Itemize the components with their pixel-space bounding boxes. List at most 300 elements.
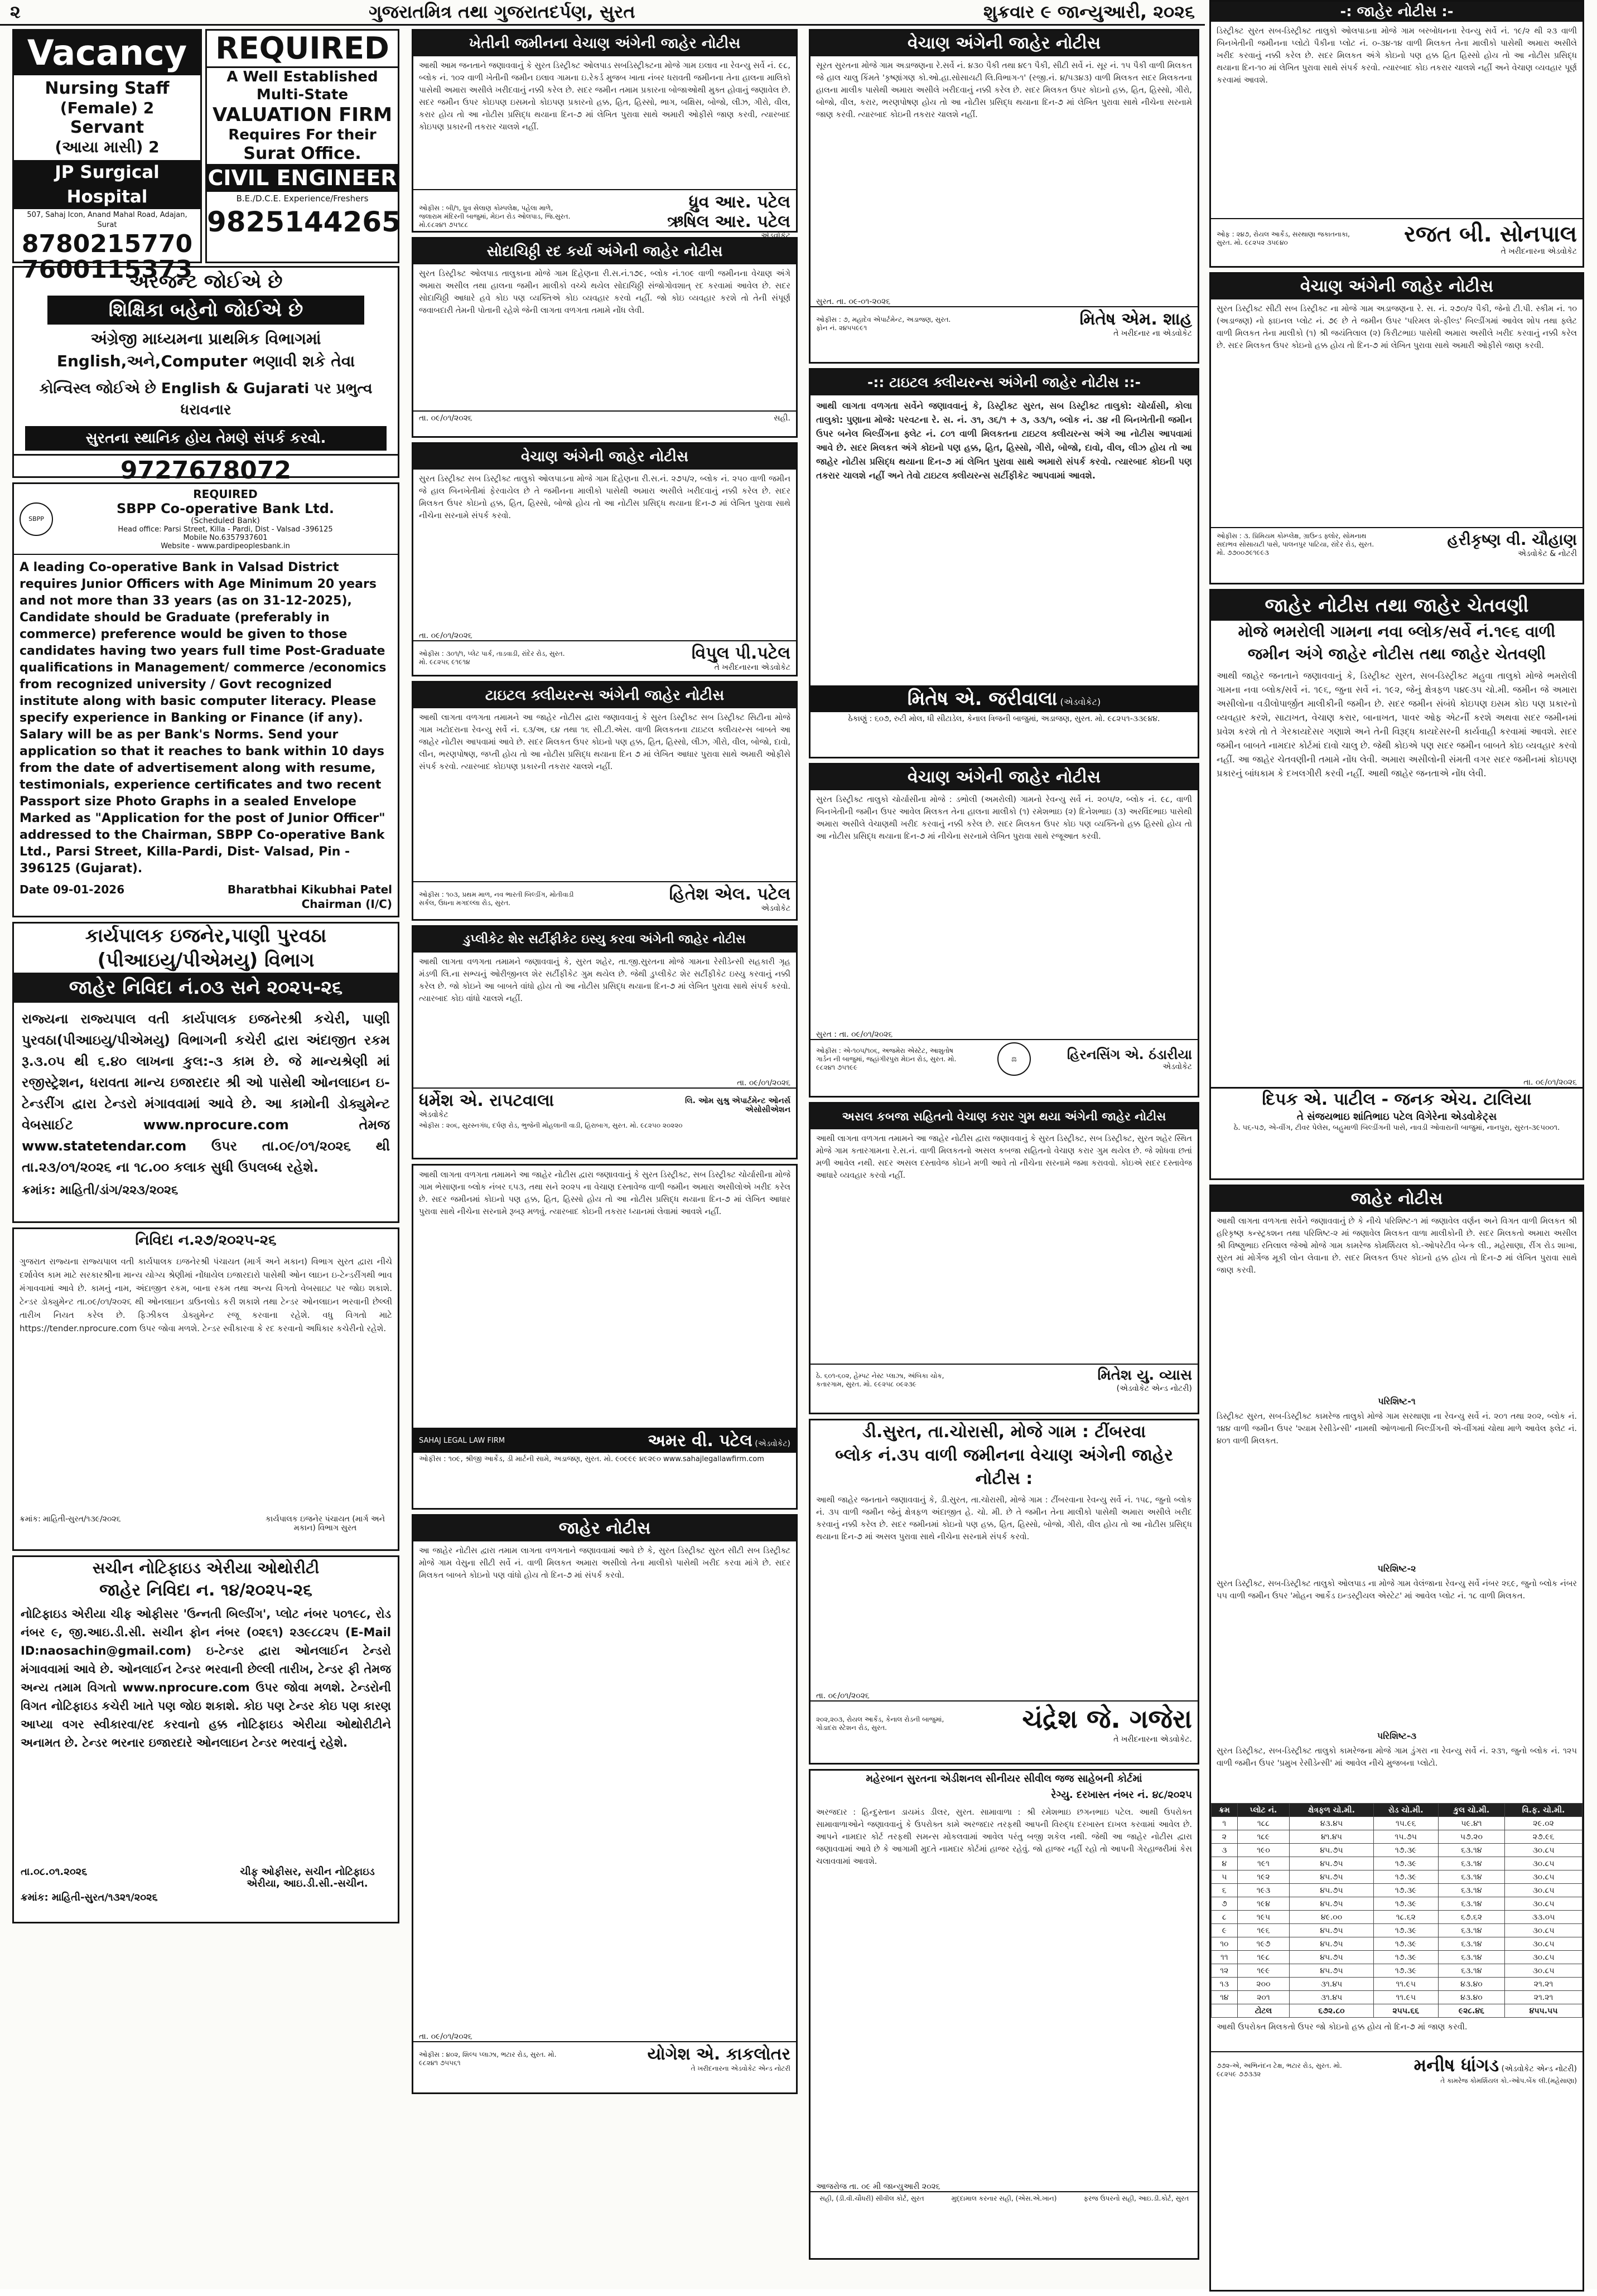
advocate-role: (એડવોકેટ એન્ડ નોટરી)	[1501, 2065, 1577, 2073]
bank-date: Date 09-01-2026	[20, 883, 125, 896]
notice-text: સૂરત સુરતના મોજે ગામ અડાજણના રે.સર્વે નં. ૪૩૦ પૈકી તથા ૪૯૧ પૈકી, સીટી સર્વે નં. સૂર નં. ૧૫ પૈકી વાળી મિલકત જે હાલ ચાલુ કિંમતે 'કૃષ્ણાંગણ કો.ઓ.હા.સોસાયટી લિ.વિભાગ-૧' (રજી.નં. ૪/૫૩૪૩) વાળી મિલકત સદર મિલકતના હાલના માલીક પાસેથી અમારા અસીલે ખરીદવાનું નક્કી કરેલ છે. સદર મિલકત ઉપર કોઇનો હક્ક, હિત, હિસ્સો, ગીરો, બોજો, વીલ, કરાર, ભરણપોષણ હોય તો આ નોટીસ પ્રસિદ્ધ થયાના દિન-૭ માં લેખિત પુરાવા સાથે નીચેના સરનામે જાણ કરવી. ત્યારબાદ કોઇની તકરાર ચાલશે નહીં.	[816, 61, 1192, 119]
notice-title: અસલ કબજા સહિતનો વેચાણ કરાર ગુમ થયા અંગેની જાહેર નોટીસ	[810, 1104, 1198, 1129]
table-cell: ૩૦.૮૫	[1505, 1857, 1582, 1870]
table-cell: ૨૧.૨૧	[1505, 1991, 1582, 2004]
bank-signatory: Bharatbhai Kikubhai Patel	[227, 883, 392, 896]
notice-title: ખેતીની જમીનના વેચાણ અંગેની જાહેર નોટીસ	[413, 31, 796, 56]
vacancy-org: JP Surgical Hospital	[14, 160, 200, 209]
bank-mobile: Mobile No.6357937601	[183, 534, 268, 542]
table-cell: ૧૫.૯૬	[1373, 1817, 1438, 1830]
tender-3-code: ક્રમાંક: માહિતી-સુરત/૧૩૨૧/૨૦૨૬	[21, 1892, 158, 1903]
notice-sale-3	[809, 29, 1199, 364]
table-row	[1212, 1911, 1582, 1924]
vacancy-ad	[12, 29, 202, 284]
notice-address: ઓફીસ : ૩૦૧/૧, પ્લેટ પાર્ક, તાડવાડી, રાંદેર રોડ, સુરત. મો. ૯૮૨૫૬ ૯૧૯૧૪	[419, 649, 565, 666]
advocate-name: મિતેષ એ. જરીવાલા	[907, 688, 1058, 710]
table-cell: ૧૯૭	[1237, 1937, 1290, 1951]
advocate-role: તે ખરીદનારના એડવોકેટ	[714, 663, 790, 672]
table-cell: ૧૯૫	[1237, 1911, 1290, 1924]
table-cell: ૬૩.૧૪	[1438, 1951, 1504, 1964]
notice-title: ડી.સુરત, તા.ચોરાસી, મોજે ગામ : ટીંબરવા	[862, 1422, 1146, 1442]
notice-title-clearance-2	[809, 368, 1199, 758]
table-cell: ૬૩.૧૪	[1438, 1884, 1504, 1897]
teacher-ad	[12, 266, 399, 485]
notice-subtitle: બ્લોક નં.૩૫ વાળી જમીનના વેચાણ અંગેની જાહેર નોટીસ :	[835, 1446, 1173, 1488]
teacher-urgent: અરજન્ટ જોઈએ છે	[129, 270, 283, 293]
table-cell: ૧૭.૩૯	[1373, 1857, 1438, 1870]
notice-cancel-deal	[412, 237, 798, 438]
notice-title: ટાઇટલ ક્લીયરન્સ અંગેની જાહેર નોટીસ	[413, 683, 796, 708]
table-cell: ૩૦.૮૫	[1505, 1964, 1582, 1978]
table-cell: ૧૭.૩૯	[1373, 1937, 1438, 1951]
advocate-role: (એડવોકેટ)	[755, 1439, 790, 1448]
notice-land-sale	[412, 29, 798, 240]
table-cell: ૧૭.૩૯	[1373, 1951, 1438, 1964]
page-number: ૨	[10, 1, 21, 22]
advocate-role: એડવોકેટ & નોટરી	[1518, 549, 1577, 558]
table-cell: ૪૫.૭૫	[1290, 1870, 1374, 1884]
notice-timbarva	[809, 1419, 1199, 1765]
tender-1-text: રાજ્યના રાજ્યપાલ વતી કાર્યપાલક ઇજનેરશ્રી કચેરી, પાણી પુરવઠા(પીઆઇયુ/પીએમયુ) વિભાગની કચેરી દ્વારા અંદાજીત રકમ રૂ.૩.૦૫ થી ૬.૪૦ લાખના કુલ:-૩ કામ છે. જે માન્યશ્રેણી માં રજીસ્ટ્રેશન, ધરાવતા માન્ય ઇજારદાર શ્રી ઓ પાસેથી ઓનલાઇન ઇ-ટેન્ડરીંગ દ્વારા ટેન્ડરો મંગાવવામાં આવે છે. આ કામોની ડોક્યુમેન્ટ વેબસાઈટ www.nprocure.com તેમજ www.statetendar.com ઉપર તા.૦૯/૦૧/૨૦૨૬ થી તા.૨૩/૦૧/૨૦૨૬ ના ૧૮.૦૦ કલાક સુધી ઉપલબ્ધ રહેશે.	[22, 1011, 390, 1175]
table-cell: ૬૩.૧૪	[1438, 1857, 1504, 1870]
table-cell: ૧૭.૩૯	[1373, 1897, 1438, 1911]
vacancy-address: 507, Sahaj Icon, Anand Mahal Road, Adajan, Surat	[27, 211, 187, 229]
table-cell: ૩૦.૮૫	[1505, 1870, 1582, 1884]
notice-title: જાહેર નોટીસ તથા જાહેર ચેતવણી	[1211, 591, 1582, 621]
table-cell: ૪૫.૭૫	[1290, 1897, 1374, 1911]
table-row	[1212, 1937, 1582, 1951]
vacancy-line: Nursing Staff	[45, 79, 170, 98]
notice-address: ૨૦૨,૨૦૩, રોયલ આર્કેડ, કેનાલ રોડની બાજુમાં, ગોડાદરા સ્ટેશન રોડ, સુરત.	[816, 1715, 944, 1732]
table-cell: ટોટલ	[1237, 2004, 1290, 2018]
table-cell: ૬૩.૧૪	[1438, 1844, 1504, 1857]
tender-3-title: સચીન નોટિફાઇડ એરીયા ઓથોરીટી	[92, 1559, 320, 1577]
advocate-role: એડવોકેટ	[419, 1110, 448, 1119]
table-cell: ૨૯.૦૨	[1505, 1817, 1582, 1830]
notice-text: આ જાહેર નોટીસ દ્વારા તમામ લાગતા વળગતાને જણાવવામાં આવે છે કે, સુરત ડિસ્ટ્રીક્ટ સુરત સીટી સબ ડિસ્ટ્રીક્ટ મોજે ગામ વેસુના સીટી સર્વે નં. વાળી મિલકત અમારા અસીલો તેના માલીકો પાસેથી ખરીદ કરવા માંગે છે. સદર મિલકત બાબતે કોઇનો પણ વાંધો હોય તો દિન-૭ માં સંપર્ક કરવો.	[419, 1546, 790, 1580]
required-line: VALUATION FIRM	[213, 104, 392, 126]
table-cell: ૧૭.૩૯	[1373, 1964, 1438, 1978]
notice-text: સુરત ડિસ્ટ્રીક્ટ ઓલપાડ તાલુકાના મોજે ગામ દિહેણના રી.સ.નં.૧૭૯, બ્લોક નં.૧૦૯ વાળી જમીનના વેચાણ અંગે અમારા અસીલ તથા હાલના જમીન માલીકો વચ્ચે થયેલ સોદાચિઠ્ઠી સંજોગોવશાત્ રદ કરવામાં આવેલ છે. સદર સોદાચિઠ્ઠી આધારે હવે કોઇ પણ વ્યક્તિએ કોઇ વ્યવહાર કરવો નહીં. જો કોઇ વ્યવહાર કરશે તો તેની સંપૂર્ણ જવાબદારી તેમની પોતાની રહેશે જેની લાગતા વળગતા તમામે નોંધ લેવી.	[419, 269, 790, 315]
schedule-label: પરિશિષ્ટ-૧	[1378, 1396, 1416, 1406]
table-row	[1212, 1857, 1582, 1870]
table-header-cell: ક્ષેત્રફળ ચો.મી.	[1290, 1804, 1374, 1817]
notice-text: આથી જાહેર જનતાને જણાવવાનું કે, ડી.સુરત, તા.ચોરાસી, મોજે ગામ : ટીંબરવાના રેવન્યુ સર્વે નં. ૧૫૮, જુનો બ્લોક નં. ૩૫ વાળી જમીન જેનું ક્ષેત્રફળ અંદાજીત હે. ચો. મી. છે તે જમીન તેના માલીકો પાસેથી અમારા અસીલે ખરીદ કરવાનું નક્કી કરેલ છે. સદર જમીનમાં કોઇનો પણ હક્ક, હિત, હિસ્સો, બોજો, ગીરો, વીલ હોય તો આ નોટીસ પ્રસિદ્ધ થયાના દિન-૭ માં અસલ પુરાવા સાથે નીચેના સરનામે સંપર્ક કરવો.	[816, 1496, 1192, 1541]
notice-lost-agreement	[809, 1102, 1199, 1414]
table-header-cell: ક્રમ	[1212, 1804, 1238, 1817]
notice-title: વેચાણ અંગેની જાહેર નોટીસ	[810, 31, 1198, 56]
advocate-role: (એડવોકેટ એન્ડ નોટરી)	[1116, 1384, 1192, 1393]
column-3	[809, 29, 1199, 2264]
table-row	[1212, 1817, 1582, 1830]
notice-address: ઠે. ૫૬-૫૭, એ-વીંગ, ટીવર પેલેસ, બહુમાળી બિલ્ડીંગની પાસે, નાવડી ઓવારાની બાજુમાં, નાનપુરા, સુરત-૩૯૫૦૦૧.	[1233, 1124, 1560, 1132]
table-cell: ૯	[1212, 1924, 1238, 1937]
tender-1-code: ક્રમાંક: માહિતી/ડાંગ/૨૨૩/૨૦૨૬	[22, 1183, 178, 1197]
bank-required: REQUIRED	[193, 487, 258, 501]
schedule-label: પરિશિષ્ટ-૩	[1377, 1731, 1417, 1741]
teacher-contact-text: સુરતના સ્થાનિક હોય તેમણે સંપર્ક કરવો.	[25, 426, 387, 451]
advocate-name: મિતેશ યુ. વ્યાસ	[1097, 1367, 1192, 1384]
table-cell: ૧૧.૯૫	[1373, 1991, 1438, 2004]
court-title: મહેરબાન સુરતના એડીશનલ સીનીયર સીવીલ જજ સાહેબની કોર્ટમાં	[866, 1773, 1142, 1785]
table-cell: ૯૨૮.૪૬	[1438, 2004, 1504, 2018]
table-cell: ૧૯૮	[1237, 1951, 1290, 1964]
table-cell: ૧૩	[1212, 1978, 1238, 1991]
notice-warning	[1209, 589, 1584, 1180]
bank-name: SBPP Co-operative Bank Ltd.	[116, 501, 335, 516]
tender-3-number: જાહેર નિવિદા ન. ૧૪/૨૦૨૫-૨૬	[99, 1580, 312, 1600]
table-row	[1212, 1870, 1582, 1884]
notice-title: વેચાણ અંગેની જાહેર નોટીસ	[810, 765, 1198, 790]
advocate-role: એડવોકેટ	[761, 904, 790, 913]
required-ad	[205, 29, 399, 263]
notice-buyer: લિ. ઓમ સુશ્રુ એપાર્ટમેન્ટ ઓનર્સ એસોસીએશન	[684, 1096, 790, 1114]
table-cell: ૩૦.૮૫	[1505, 1924, 1582, 1937]
table-row	[1212, 1844, 1582, 1857]
advocate-name: રજત બી. સોનપાલ	[1404, 221, 1577, 247]
table-cell: ૩૦.૮૫	[1505, 1884, 1582, 1897]
notice-address: ઠે. ૬૦૧-૬૦૨, હેમ્પટ નેસ્ટ પ્લાઝા, અંબિકા ચોક, કતારગામ, સુરત. મો. ૯૯૨૫૮ ૦૯૨૩૯	[816, 1371, 944, 1388]
table-cell: ૨૦૦	[1237, 1978, 1290, 1991]
table-cell: ૪૫.૭૫	[1290, 1964, 1374, 1978]
table-cell: ૨૦૧	[1237, 1991, 1290, 2004]
vacancy-line: (આયા માસી) 2	[55, 138, 160, 156]
table-cell: ૧૪	[1212, 1991, 1238, 2004]
notice-text: સુરત ડિસ્ટ્રીક્ટ તાલુકો ચોર્યાસીના મોજે : ડભોલી (અમરોલી) ગામનો રેવન્યુ સર્વે નં. ૨૦૫/૨, બ્લોક નં. ૯૮, વાળી બિનખેતીની જમીન ઉપર આવેલ મિલકત તેના હાલના માલીકો (૧) રમેશભાઇ (૨) દિનેશભાઇ (૩) અરવિંદભાઇ પાસેથી અમારા અસીલે વેચાણથી ખરીદ કરવાનું નક્કી કરેલ છે. સદર મિલકત ઉપર કોઇ પણ વ્યક્તિનો હક્ક હિસ્સો હોય તો આ નોટીસ પ્રસિદ્ધ થયાના દિન-૭ માં નીચેના સરનામે લેખિત પુરાવા સાથે રજૂઆત કરવી.	[816, 795, 1192, 841]
table-cell: ૧૮૯	[1237, 1830, 1290, 1844]
table-body	[1212, 1817, 1582, 2018]
advocate-role: તે ખરીદનારના એડવોકેટ એન્ડ નોટરી	[691, 2065, 790, 2072]
column-2	[412, 29, 798, 2099]
notice-text: આથી લાગતા વળગતા તમામને આ જાહેર નોટીસ દ્વારા જણાવવાનું કે સુરત ડિસ્ટ્રીક્ટ સબ ડિસ્ટ્રીક્ટ સિટીના મોજે ગામ ખટોદરાના રેવન્યુ સર્વે નં. ૬૩/અ, ૬૪ તથા ૧૬ સી.ટી.એસ. વાળી મિલકતના ટાઇટલ ક્લીયરન્સ બાબતે આ જાહેર નોટીસ આપવામાં આવે છે. સદર મિલકત ઉપર કોઇનો પણ હક્ક, હિત, હિસ્સો, લીઝ, ગીરો, વીલ, બોજો, દાવો, લીન, ભરણપોષણ, જપ્તી હોય તો આ નોટીસ પ્રસિદ્ધ થયાના દિન ૭ માં લેખિત આધાર પુરાવા સાથે અમારી ઓફીસે સંપર્ક કરવો. ત્યારબાદ કોઇપણ પ્રકારની તકરાર ચાલશે નહીં.	[419, 713, 790, 771]
advocate-role: એડવોકેટ	[761, 231, 790, 240]
tender-3-date: તા.૦૮.૦૧.૨૦૨૬	[21, 1866, 88, 1878]
table-cell: ૨૫૫.૬૬	[1373, 2004, 1438, 2018]
tender-2-title: નિવિદા ન.૨૭/૨૦૨૫-૨૬	[135, 1232, 277, 1249]
table-cell: ૩૧.૪૫	[1290, 1991, 1374, 2004]
advocate-role: તે ખરીદનાર ના એડવોકેટ	[1113, 329, 1192, 338]
advocate-name: હરીકૃષ્ણ વી. ચૌહાણ	[1447, 530, 1577, 549]
table-cell: ૧૯૩	[1237, 1884, 1290, 1897]
notice-date: તા. ૦૯/૦૧/૨૦૨૬	[419, 414, 472, 423]
notice-title: વેચાણ અંગેની જાહેર નોટીસ	[413, 444, 796, 470]
tender-1	[12, 922, 399, 1223]
notice-address: ઓફીસ : ૪૦૨, શિલ્પ પ્લાઝા, ભટાર રોડ, સુરત. મો. ૯૮૨૪૧ ૭૫૫૬૧	[419, 2050, 557, 2067]
table-cell	[1212, 2004, 1238, 2018]
table-cell: ૬૭૨.૮૦	[1290, 2004, 1374, 2018]
tender-2	[12, 1227, 399, 1551]
table-cell: ૬૩.૧૪	[1438, 1937, 1504, 1951]
schedule-text: સુરત ડિસ્ટ્રીક્ટ, સબ-ડિસ્ટ્રીક્ટ તાલુકો ઓલપાડ ના મોજે ગામ વેલંજાના રેવન્યુ સર્વે નંબર ૨૬૯, જુનો બ્લોક નંબર ૫૫ વાળી જમીન ઉપર 'મોહન આર્કેડ ઇન્ડસ્ટ્રીયલ એસ્ટેટ' માં આવેલ પ્લોટ નં. ૧૮ વાળી મિલકત.	[1217, 1579, 1577, 1601]
bank-website: Website - www.pardipeoplesbank.in	[161, 542, 290, 550]
notice-sale-4	[809, 763, 1199, 1098]
table-cell: ૧૯૧	[1237, 1857, 1290, 1870]
court-signature: ફરજ ઉપરનો સહી, આઇ.ડી.કોર્ટ, સુરત	[1083, 2195, 1189, 2202]
table-header-row	[1212, 1804, 1582, 1817]
notice-address: ઓફીસ : ૨૦૬, સુરસ્નગંધ, દર્પણ રોડ, ભુજેની મોહલાની વાડી, હિરાબાગ, સુરત. મો. ૯૮૨૫૦ ૨૦૨૨૦	[419, 1122, 683, 1129]
required-line: Multi-State	[256, 86, 349, 103]
table-row	[1212, 1951, 1582, 1964]
table-header-cell: પ્લોટ નં.	[1237, 1804, 1290, 1817]
notice-sale-5	[1209, 272, 1584, 584]
table-cell: ૬૭.૬૨	[1438, 1911, 1504, 1924]
notice-title: વેચાણ અંગેની જાહેર નોટીસ	[1211, 274, 1582, 299]
table-cell: ૪૫.૭૫	[1290, 1844, 1374, 1857]
tender-1-title: કાર્યપાલક ઇજનેર,પાણી પુરવઠા	[85, 925, 327, 947]
advocate-name: હિરનસિંગ એ. ઠંડારીયા	[1067, 1047, 1192, 1062]
notice-address: ઓફીસ : ૭, મહાદેવ એપાર્ટમેન્ટ, અડાજણ, સુરત. ફોન નં. ૨૪૫૫૯૯૧	[816, 315, 951, 332]
notice-date: તા. ૦૯/૦૧/૨૦૨૬	[737, 1079, 790, 1087]
notice-date: તા. ૦૯/૦૧/૨૦૨૬	[419, 631, 472, 640]
vacancy-line: Servant	[70, 118, 144, 137]
table-cell: ૧૯૬	[1237, 1924, 1290, 1937]
notice-address: ઠેકાણું : ૬૦૭, રુટી મોલ, ધી સીટાડેલ, કેનાલ ત્રિજની બાજુમાં, અડાજણ, સુરત. મો. ૯૮૨૫૧-૩૩૯૪૪.	[848, 714, 1160, 723]
bank-signatory-role: Chairman (I/C)	[301, 897, 392, 911]
tender-3-signatory: ચીફ ઓફીસર, સચીન નોટિફાઇડ એરીયા, આઇ.ડી.સી.-સચીન.	[240, 1866, 375, 1889]
table-row	[1212, 1884, 1582, 1897]
table-cell: ૩૦.૮૫	[1505, 1844, 1582, 1857]
paper-date: શુક્રવાર ૯ જાન્યુઆરી, ૨૦૨૬	[983, 1, 1195, 22]
notice-public-2	[1209, 0, 1584, 268]
notice-date: સુરત : તા. ૦૯/૦૧/૨૦૨૬	[816, 1030, 893, 1039]
notice-address: ઓફીસ : બી/૧, ધ્રુવ સેલાણ કોમ્પલેક્ષ, પહેલા માળે, જલારામ મંદિરની બાજુમાં, મેઇન રોડ ઓલપાડ, જિ.સુરત. મો.૯૮૨૪૧ ૭૫૧૮૮	[419, 204, 571, 229]
required-line: Surat Office.	[243, 144, 361, 163]
advocate-role: (એડવોકેટ)	[1060, 697, 1101, 707]
table-cell: ૪૧.૪૫	[1290, 1830, 1374, 1844]
notice-text: આથી આમ જનતાને જણાવવાનું કે સુરત ડિસ્ટ્રીક્ટ ઓલપાડ સબડિસ્ટ્રીક્ટના મોજે ગામ ઇલાવ ના રેવન્યુ સર્વે નં. ૯૮, બ્લોક નં. ૧૦૨ વાળી ખેતીની જમીન ઇલાવ ગામના ઇ.રેકર્ડ મુજબ ખાતા નંબર ધરાવતી જમીનના તેના હાલના માલિકો પાસેથી અમારા અસીલે ખરીદવાનું નક્કી કરેલ છે. સદર જમીન તમામ પ્રકારના બોજાઓથી મુક્ત હોવાનું જણાવેલ છે. સદર જમીન ઉપર કોઇપણ ઇસમનો કોઇપણ પ્રકારનો હક્ક, હિત, હિસ્સો, ભાગ, બક્ષિસ, બોજો, લીઝ, ગીરો, વીલ, કરાર હોય તો આ નોટીસ પ્રસિદ્ધ થયાના દિન-૭ માં લેખિત પુરાવા સાથે અમારી ઓફીસે જાણ કરવી, ત્યારબાદ કોઇપણ પ્રકારની તકરાર ચાલશે નહીં.	[419, 61, 790, 132]
notice-text: આથી લાગતા વળગતા તમામને આ જાહેર નોટીસ દ્વારા જણાવવાનું કે સુરત ડિસ્ટ્રીક્ટ, સબ ડિસ્ટ્રીક્ટ, સુરત શહેર સ્થિત મોજે ગામ કતારગામના રે.સ.નં. વાળી મિલકતનો અસલ કબજા સહિતનો વેચાણ કરાર ગુમ થયેલ છે. જે શોધવા છતાં મળી આવેલ નથી. સદર અસલ દસ્તાવેજ કોઇને મળી આવે તો નીચેના સરનામે જમા કરાવવો. કોઇએ સદર દસ્તાવેજ આધારે વ્યવહાર કરવો નહીં.	[816, 1134, 1192, 1180]
table-row	[1212, 1991, 1582, 2004]
required-phone: 9825144265	[207, 206, 401, 238]
advocate-role: તે સંજયભાઇ શાંતિભાઇ પટેલ વિગેરેના એડવોકેટ્સ	[1296, 1111, 1497, 1123]
table-header-cell: કુલ ચો.મી.	[1438, 1804, 1504, 1817]
table-cell: ૪૫.૭૫	[1290, 1857, 1374, 1870]
table-cell: ૫	[1212, 1870, 1238, 1884]
table-cell: ૪૫.૭૫	[1290, 1884, 1374, 1897]
notice-text: આથી લાગતા વળગતા સર્વેને જણાવવાનું કે, ડિસ્ટ્રીક્ટ સુરત, સબ ડિસ્ટ્રીક્ટ તાલુકો: ચોર્યાસી, કોલા તાલુકો: પુણાના મોજે: પરવટના રે. સ. નં. ૩૧, ૩૬/૧ + ૩, ૩૩/૧, બ્લોક નં. ૩૪ ની બિનખેતીની જમીન ઉપર બનેલ બિલ્ડીંગના ફ્લેટ નં. ૮૦૧ વાળી મિલકતના ટાઇટલ ક્લીયરન્સ અંગે આ નોટીસ આપવામાં આવે છે. સદર મિલકત અંગે કોઇનો પણ હક્ક, હિત, હિસ્સો, ગીરો, બોજો, દાવો, વીલ, લીઝ હોય તો આ જાહેર નોટીસ પ્રસિદ્ધ થયાના દિન-૭ માં લેખિત પુરાવા સાથે અમારો સંપર્ક કરવો. ત્યારબાદ કોઇની પણ તકરાર ચાલશે નહીં અને તેવો ટાઇટલ ક્લીયરન્સ સર્ટીફીકેટ આપવામાં આવશે.	[816, 400, 1192, 481]
advocate-name: ધર્મેશ એ. રાપટવાલા	[419, 1091, 554, 1110]
table-cell: ૧૭.૩૯	[1373, 1870, 1438, 1884]
bank-head-office: Head office: Parsi Street, Killa - Pardi, Dist - Valsad -396125	[118, 525, 333, 534]
notice-bank: તે કામરેજ કોમર્શિયલ કો.-ઓપ.બેંક લી.(મહેસાણા)	[1440, 2077, 1577, 2085]
notice-title-clearance	[412, 681, 798, 921]
court-signature: મુદ્દામાલ કરનાર સહી, (એસ.એ.ખાન)	[951, 2195, 1057, 2202]
table-cell: ૪૩.૪૦	[1438, 1978, 1504, 1991]
table-cell: ૩	[1212, 1844, 1238, 1857]
notice-amar-patel	[412, 1164, 798, 1510]
table-cell: ૫૭.૨૦	[1438, 1830, 1504, 1844]
table-cell: ૪૫.૭૫	[1290, 1924, 1374, 1937]
table-cell: ૬૩.૧૪	[1438, 1870, 1504, 1884]
notice-title: -:: ટાઇટલ ક્લીયરન્સ અંગેની જાહેર નોટીસ ::-	[810, 370, 1198, 395]
required-line: Requires For their	[228, 127, 377, 143]
notice-text: ડિસ્ટ્રીક્ટ સુરત સબ-ડિસ્ટ્રીક્ટ તાલુકો ઓલપાડના મોજે ગામ બરબોધનના રેવન્યુ સર્વે નં. ૧૯/૨ થી ૨૩ વાળી બિનખેતીની જમીનના પ્લોટો પૈકીના પ્લોટ નં. ૦-૩૪-૧૪ વાળી મિલકત તેના માલીકો પાસેથી અમારા અસીલે ખરીદ કરવાનું નક્કી કરેલ છે. સદર મિલકત અંગે કોઇનો પણ હક્ક હિત હિસ્સો હોય તો આ નોટીસ પ્રસિદ્ધ થયાના દિન-૧૦ માં લેખિત પુરાવા સાથે સંપર્ક કરવો. ત્યારબાદ કોઇ તકરાર ચાલશે નહીં અને વેચાણ વ્યવહાર પૂર્ણ કરવામાં આવશે.	[1217, 27, 1577, 85]
notice-date: તા. ૦૯/૦૧/૨૦૨૬	[816, 1691, 870, 1700]
notice-address: ઓફ : ૨૪૭, રોયલ આર્કેડ, સરથાણા જકાતનાકા, સુરત. મો. ૯૮૨૫૨ ૩૫૯૪૦	[1217, 230, 1350, 246]
notice-text: સુરત ડિસ્ટ્રીક્ટ સબ ડિસ્ટ્રીક્ટ તાલુકો ઓલપાડના મોજે ગામ દિહેણના રી.સ.નં. ૨૭૫/૨, બ્લોક નં. ૨૫૦ વાળી જમીન જે હાલ બિનખેતીમાં ફેરવાયેલ છે તે જમીનના માલીકો પાસેથી અમારા અસીલે ખરીદવાનું નક્કી કરેલ છે. સદર મિલકત ઉપર કોઇનો હક્ક, હિત, હિસ્સો, બોજો હોય તો આ નોટીસ પ્રસિદ્ધ થયાના દિન-૭ માં લેખિત પુરાવા સાથે નીચેના સરનામે સંપર્ક કરવો.	[419, 475, 790, 520]
paper-title: ગુજરાતમિત્ર તથા ગુજરાતદર્પણ, સુરત	[369, 1, 635, 22]
tender-3-text: નોટિફાઇડ એરીયા ચીફ ઓફીસર 'ઉન્નતી બિલ્ડીંગ', પ્લોટ નંબર ૫૦૧૯૮, રોડ નંબર ૯, જી.આઇ.ડી.સી. સચીન ફોન નંબર (૦૨૬૧) ૨૩૯૮૮૨૫ (E-Mail ID:naosachin@gmail.com) ઇ-ટેન્ડર દ્વારા ઓનલાઈન ટેન્ડરો મંગાવવામાં આવે છે. ઓનલાઈન ટેન્ડર ભરવાની છેલ્લી તારીખ, ટેન્ડર ફી તેમજ અન્ય તમામ વિગતો www.nprocure.com ઉપર જોવા મળશે. ટેન્ડરોની વિગત નોટિફાઇડ કચેરી ખાતે પણ જોઇ શકાશે. કોઇ પણ ટેન્ડર કોઇ પણ કારણ આપ્યા વગર સ્વીકારવા/રદ કરવાનો હક્ક નોટિફાઇડ એરીયા ઓથોરીટીને અનામત છે. ટેન્ડર ભરનાર ઇજારદારે ઓનલાઇન ટેન્ડર ભરવાનું રહેશે.	[21, 1607, 391, 1749]
notice-address: ઓફીસ : ૧૦૯, શ્રીજી આર્કેડ, ડી માર્ટની સામે, અડાજણ, સુરત. મો. ૯૦૯૯૯ ૪૯૨૯૦ www.sahajlegallawfirm.com	[419, 1455, 764, 1463]
notice-title: જાહેર નોટીસ	[413, 1516, 796, 1541]
notice-text: આથી લાગતા વળગતા તમામને જણાવવાનું કે, સુરત શહેર, તા.જી.સુરતના મોજે ગામના રેસીડેન્સી સહકારી ગૃહ મંડળી લિ.ના સભ્યનું ઓરીજીનલ શેર સર્ટીફીકેટ ગુમ થયેલ છે. જેથી ડુપ્લીકેટ શેર સર્ટીફીકેટ ઇસ્યુ કરવાનું નક્કી કરેલ છે. જો કોઇને આ બાબતે વાંધો હોય તો આ નોટીસ પ્રસિદ્ધ થયાના દિન-૭ માં લેખિત પુરાવા સાથે સંપર્ક કરવો. ત્યારબાદ કોઇ વાંધો ચાલશે નહીં.	[419, 958, 790, 1003]
tender-1-number: જાહેર નિવિદા નં.૦૩ સને ૨૦૨૫-૨૬	[14, 973, 398, 1003]
advocate-name: વિપુલ પી.પટેલ	[691, 644, 790, 663]
table-cell: ૪૫૫.૫૫	[1505, 2004, 1582, 2018]
advocate-name: મિતેષ એમ. શાહ	[1079, 310, 1192, 329]
notice-text: સુરત ડિસ્ટ્રીક્ટ સીટી સબ ડિસ્ટ્રીક્ટ ના મોજે ગામ અડાજણના રે. સ. નં. ૨૭૦/૨ પૈકી, જેનો ટી.પી. સ્કીમ નં. ૧૦ (અડાજણ) નો ફાઇનલ પ્લોટ નં. ૭૯ છે તે જમીન ઉપર 'પરિમલ શે-ફીલ્ડ' બિલ્ડીંગમાં આવેલ શોપ તથા ફ્લેટ વાળી મિલકત તેના માલીકો (૧) શ્રી જયંતિલાલ (૨) કિરીટભાઇ પાસેથી અમારા અસીલે ખરીદ કરવાનું નક્કી કરેલ છે. સદર મિલકત ઉપર કોઇનો હક્ક હોય તો દિન-૭ માં લેખિત પુરાવા સાથે અમારી ઓફીસે જાણ કરવી.	[1217, 304, 1577, 350]
table-cell: ૬૩.૧૪	[1438, 1964, 1504, 1978]
notice-sale-2	[412, 442, 798, 676]
advocate-name: ઋષિલ આર. પટેલ	[667, 212, 790, 231]
advocate-name: હિતેશ એલ. પટેલ	[669, 884, 790, 904]
table-cell: ૧૫.૭૫	[1373, 1830, 1438, 1844]
table-row	[1212, 1924, 1582, 1937]
notice-subtitle: જમીન અંગે જાહેર નોટીસ તથા જાહેર ચેતવણી	[1247, 645, 1546, 663]
advocate-role: એડવોકેટ	[1162, 1062, 1192, 1071]
notice-address: ઓફીસ : એ-૧૦૫/૧૦૬, અજમેરા એસ્ટેટ, આશુતોષ ગાર્ડન ની બાજુમાં, જહાંગીરપુરા મેઇન રોડ, સુરત. મો. ૯૮૨૪૧ ૭૫૧૯૯	[816, 1046, 957, 1071]
table-row	[1212, 1978, 1582, 1991]
notice-title: -: જાહેર નોટીસ :-	[1211, 2, 1582, 22]
teacher-line: કોન્વિસ્લ જોઈએ છે English & Gujarati પર પ્રભુત્વ ધરાવનાર	[39, 380, 373, 418]
teacher-heading: શિક્ષિકા બહેનો જોઈએ છે	[47, 296, 364, 325]
notice-text: આથી લાગતા વળગતા તમામને આ જાહેર નોટીસ દ્વારા જણાવવાનું કે સુરત ડિસ્ટ્રીક્ટ, સબ ડિસ્ટ્રીક્ટ ચોર્યાસીના મોજે ગામ ભેસાણના બ્લોક નંબર ૬૫૩, તથા સને ૨૦૨૫ ના વેચાણ દસ્તાવેજ વાળી જમીન અમારા અસીલોએ ખરીદ કરેલ છે. સદર જમીનમાં કોઇનો પણ હક્ક, હિત, હિસ્સો હોય તો આ નોટીસ પ્રસિદ્ધ થયાના દિન-૭ માં લેખિત આધાર પુરાવા સાથે નીચેના સરનામે રૂબરૂ મળવું. ત્યારબાદ કોઇની તકરાર ધ્યાનમાં લેવામાં આવશે નહીં.	[419, 1171, 790, 1216]
tender-2-office: કાર્યપાલક ઇજનેર પંચાયત (માર્ગ અને મકાન) વિભાગ સુરત	[265, 1515, 385, 1533]
table-cell: ૬૩.૧૪	[1438, 1924, 1504, 1937]
table-cell: ૧૯૪	[1237, 1897, 1290, 1911]
table-cell: ૪૫.૭૫	[1290, 1937, 1374, 1951]
table-cell: ૪૯.૦૦	[1290, 1911, 1374, 1924]
table-row	[1212, 1964, 1582, 1978]
notice-title: સોદાચિઠ્ઠી રદ કર્યા અંગેની જાહેર નોટીસ	[413, 239, 796, 264]
table-cell: ૭	[1212, 1897, 1238, 1911]
table-cell: ૨૭.૯૬	[1505, 1830, 1582, 1844]
notice-text: આથી જાહેર જનતાને જણાવવાનું કે, ડિસ્ટ્રીક્ટ સુરત, સબ-ડિસ્ટ્રીક્ટ મહુવા તાલુકો મોજે ભમરોલી ગામના નવા બ્લોક/સર્વે નં. ૧૯૬, જુના સર્વે નં. ૧૯૨, જેનું ક્ષેત્રફળ ૫૪૯૩૫ ચો.મી. જમીન જે અમારા અસીલોના વડીલોપાર્જીત માલીકીની જમીન છે. સદર જમીન સંબંધે કોઇપણ ઇસમ કોઇ પણ પ્રકારનો વ્યવહાર કરશે, સાટાખત, વેચાણ કરાર, બાનાખત, પાવર ઓફ એટર્ની કરશે અથવા સદર જમીનમાં પ્રવેશ કરશે તો તે ગેરકાયદેસર ગણાશે અને તેની વિરૂદ્ધ કાયદેસરની કાર્યવાહી કરવામાં આવશે. સદર જમીન બાબતે નામદાર કોર્ટમાં દાવો ચાલુ છે. જેથી કોઇએ પણ સદર જમીન બાબતે કોઇ વ્યવહાર કરવો નહીં. આ જાહેર ચેતવણીની તમામે નોંધ લેવી. અમારા અસીલોની સંમતી વગર સદર જમીનમાં કોઇપણ પ્રકારનું બાંધકામ કે દખલગીરી કરવી નહીં. આથી જાહેર જનતાએ નોંધ લેવી.	[1217, 670, 1577, 779]
table-cell: ૪	[1212, 1857, 1238, 1870]
table-cell: ૪૫.૭૫	[1290, 1951, 1374, 1964]
notice-title: જાહેર નોટીસ	[1211, 1186, 1582, 1212]
table-row	[1212, 1897, 1582, 1911]
notice-footer-text: આથી ઉપરોક્ત મિલકતો ઉપર જો કોઇનો હક્ક હોય તો દિન-૭ માં જાણ કરવી.	[1217, 2023, 1468, 2032]
court-signature: સહી, (ડી.વી.ચૌધરી) સીવીલ કોર્ટ, સુરત	[819, 2195, 924, 2202]
table-cell: ૧૯૨	[1237, 1870, 1290, 1884]
table-cell: ૪૩.૪૦	[1438, 1991, 1504, 2004]
table-cell: ૧૧	[1212, 1951, 1238, 1964]
notice-address: ઓફીસ : ૧૦૩, પ્રથમ માળ, નવ ભારતી બિલ્ડીંગ, મોતીવાડી સર્કલ, ઉધના મગદલ્લા રોડ, સુરત.	[419, 890, 574, 907]
notice-public-1	[412, 1514, 798, 2094]
advocate-name: દિપક એ. પાટીલ - જનક એચ. ટાલિયા	[1211, 1087, 1582, 1111]
court-case-number: રેગ્યુ. દરખાસ્ત નંબર નં. ૪૮/૨૦૨૫	[1051, 1789, 1192, 1801]
vacancy-line: (Female) 2	[60, 99, 155, 117]
teacher-phone: 9727678072	[14, 454, 398, 486]
table-cell: ૧	[1212, 1817, 1238, 1830]
table-header-cell: રોડ ચો.મી.	[1373, 1804, 1438, 1817]
notice-address: ઓફીસ : ૩. પ્રિમિયમ કોમ્પ્લેક્ષ, ગ્રાઉન્ડ ફ્લોર, સોમનાથ સદાભવ સોસાયટી પાસે, પાલનપુર પાટિયા, રાંદેર રોડ, સુરત. મો. ૭૭૦૦૭૯૧૯૯૩	[1217, 531, 1374, 557]
schedule-label: પરિશિષ્ટ-૨	[1377, 1563, 1416, 1574]
table-cell: ૧૨	[1212, 1964, 1238, 1978]
notice-duplicate-share	[412, 925, 798, 1159]
emblem-icon: ⚖	[997, 1042, 1031, 1076]
notice-date: સુરત. તા. ૦૯-૦૧-૨૦૨૬	[816, 297, 891, 306]
table-cell: ૧૭.૩૯	[1373, 1884, 1438, 1897]
tender-3	[12, 1555, 399, 1923]
table-cell: ૬૩.૧૪	[1438, 1897, 1504, 1911]
notice-mortgage	[1209, 1185, 1584, 2292]
teacher-line: અંગ્રેજી માધ્યમના પ્રાથમિક વિભાગમાં English,અને,Computer ભણાવી શકે તેવા	[56, 330, 355, 370]
plot-table	[1211, 1803, 1582, 2018]
required-qual: B.E./D.C.E. Experience/Freshers	[236, 194, 369, 204]
table-cell: ૩૦.૮૫	[1505, 1937, 1582, 1951]
table-cell: ૬	[1212, 1884, 1238, 1897]
table-cell: ૧૮૮	[1237, 1817, 1290, 1830]
schedule-text: સુરત ડિસ્ટ્રીક્ટ, સબ-ડિસ્ટ્રીક્ટ તાલુકો કામરેજના મોજે ગામ ડુંગરા ના રેવન્યુ સર્વે નં. ૨૩૧, જુનો બ્લોક નં. ૧૨૫ વાળી જમીન ઉપર 'પ્રમુખ રેસીડેન્સી' માં આવેલ નીચે મુજબના પ્લોટો.	[1217, 1747, 1577, 1768]
required-line: A Well Established	[226, 69, 378, 85]
table-cell: ૩૦.૮૫	[1505, 1897, 1582, 1911]
table-cell: ૧૮.૬૨	[1373, 1911, 1438, 1924]
notice-subtitle: મોજે ભમરોલી ગામના નવા બ્લોક/સર્વે નં.૧૯૬ વાળી	[1238, 622, 1556, 641]
advocate-name: ધ્રુવ આર. પટેલ	[688, 192, 790, 212]
table-cell: ૨	[1212, 1830, 1238, 1844]
schedule-text: ડિસ્ટ્રીક્ટ સુરત, સબ-ડિસ્ટ્રીક્ટ કામરેજ તાલુકો મોજે ગામ સરથાણા ના રેવન્યુ સર્વે નં. ૨૦૧ તથા ૨૦૨, બ્લોક નં. ૧૪૪ વાળી જમીન ઉપર 'શ્યામ રેસીડેન્સી' નામથી ઓળખાતી બિલ્ડીંગની એ-વીંગમાં ચોથા માળે આવેલ ફ્લેટ નં. ૪૦૧ વાળી મિલકત.	[1217, 1412, 1577, 1446]
advocate-name: મનીષ ધાંગડ	[1413, 2055, 1499, 2076]
advocate-name: ચંદ્રેશ જે. ગજેરા	[1022, 1704, 1192, 1734]
notice-date: તા. ૦૯/૦૧/૨૦૨૬	[1523, 1078, 1577, 1087]
vacancy-phone: 8780215770	[21, 230, 193, 258]
column-4	[1209, 0, 1584, 2296]
table-cell: ૮	[1212, 1911, 1238, 1924]
table-cell: ૫૯.૪૧	[1438, 1817, 1504, 1830]
table-cell: ૧૭.૩૯	[1373, 1924, 1438, 1937]
bank-ad	[12, 482, 399, 917]
notice-date: તા. ૦૯/૦૧/૨૦૨૬	[419, 2032, 472, 2041]
bank-job-text: A leading Co-operative Bank in Valsad District requires Junior Officers with Age Minimum 20 years and not more than 33 years (as on 31-12-2025), Candidate should be Graduate (preferably in commerce) preference would be given to those candidates having two years full time Post-Graduate qualifications in Management/ commerce /economics from recognized university / Govt recognized institute along with basic computer literacy. Please specify experience in Banking or Finance (if any). Salary will be as per Bank's Norms. Send your application so that it reaches to bank within 10 days from the date of advertisement along with resume, testimonials, experience certificates and two recent Passport size Photo Graphs in a sealed Envelope Marked as "Application for the post of Junior Officer" addressed to the Chairman, SBPP Co-operative Bank Ltd., Parsi Street, Killa-Pardi, Dist- Valsad, Pin - 396125 (Gujarat).	[20, 560, 387, 876]
table-cell: ૩૦.૮૫	[1505, 1951, 1582, 1964]
vacancy-title: Vacancy	[14, 31, 200, 75]
table-cell: ૨૧.૨૧	[1505, 1978, 1582, 1991]
table-cell: ૪૩.૪૫	[1290, 1817, 1374, 1830]
table-cell: ૩૧.૪૫	[1290, 1978, 1374, 1991]
tender-2-text: ગુજરાત રાજ્યના રાજ્યપાલ વતી કાર્યપાલક ઇજનેરશ્રી પંચાયત (માર્ગ અને મકાન) વિભાગ સુરત દ્વારા નીચે દર્શાવેલ કામ માટે સરકારશ્રીના માન્ય યોગ્ય શ્રેણીમાં નોંધાયેલ ઇજારદારો પાસેથી ઓન લાઇન ઇ-ટેન્ડરીંગથી ભાવ મંગાવવામાં આવે છે. કામનું નામ, અંદાજીત રકમ, બાના રકમ તથા અન્ય વિગતો વેબસાઇટ પર જોઇ શકાશે. ટેન્ડર ડોક્યુમેન્ટ તા.૦૯/૦૧/૨૦૨૬ થી ઓનલાઇન ડાઉનલોડ કરી શકાશે તથા ટેન્ડર ઓનલાઇન ભરવાની છેલ્લી તારીખ નિયત કરેલ છે. ફિઝીકલ ડોક્યુમેન્ટ રજૂ કરવાના રહેશે. વધુ વિગતો માટે https://tender.nprocure.com ઉપર જોવા મળશે. ટેન્ડર સ્વીકારવા કે રદ કરવાનો અધિકાર કચેરીનો રહેશે.	[20, 1256, 392, 1333]
law-firm-name: SAHAJ LEGAL LAW FIRM	[419, 1437, 505, 1445]
table-header-cell: વિ.ફ. ચો.મી.	[1505, 1804, 1582, 1817]
table-cell: ૧૭.૩૯	[1373, 1844, 1438, 1857]
table-cell: ૧૯૯	[1237, 1964, 1290, 1978]
table-cell: ૧૧.૯૫	[1373, 1978, 1438, 1991]
table-row	[1212, 1830, 1582, 1844]
advocate-name: અમર વી. પટેલ	[648, 1431, 752, 1451]
tender-2-code: ક્રમાંક: માહિતી-સુરત/૧૩૯/૨૦૨૬	[20, 1515, 121, 1524]
advocate-role: તે ખરીદનારના એડવોકેટ.	[1113, 1735, 1192, 1744]
table-cell: ૧૦	[1212, 1937, 1238, 1951]
court-date: આજરોજ તા. ૦૯ મી જાન્યુઆરી ૨૦૨૬	[816, 2182, 940, 2191]
bank-scheduled: (Scheduled Bank)	[191, 516, 260, 525]
tender-1-subtitle: (પીઆઇયુ/પીએમયુ) વિભાગ	[97, 949, 315, 971]
notice-signature: સહી.	[774, 414, 790, 423]
required-role: CIVIL ENGINEER	[207, 164, 398, 192]
table-cell: ૧૯૦	[1237, 1844, 1290, 1857]
notice-title: ડુપ્લીકેટ શેર સર્ટીફીકેટ ઇસ્યુ કરવા અંગેની જાહેર નોટીસ	[413, 927, 796, 953]
column-1	[12, 29, 399, 1928]
advocate-name: યોગેશ એ. કાકલોતર	[647, 2044, 790, 2064]
masthead	[0, 0, 1205, 26]
court-text: અરજદાર : હિન્દુસ્તાન ડાયમંડ ડીલર, સુરત. સામાવાળા : શ્રી રમેશભાઇ છગનભાઇ પટેલ. આથી ઉપરોક્ત સામાવાળાઓને જણાવવાનું કે ઉપરોક્ત કામે અરજદાર તરફથી આપની વિરુદ્ધ દરખાસ્ત દાખલ કરવામાં આવેલ છે. આપને નામદાર કોર્ટ તરફથી સમન્સ મોકલવામાં આવેલ પરંતુ બજી શકેલ નથી. જેથી આ જાહેર નોટીસ દ્વારા જણાવવામાં આવે છે કે આગામી મુદતે નામદાર કોર્ટમાં હાજર રહેવું. જો હાજર નહીં રહો તો આપની ગેરહાજરીમાં કેસ ચલાવવામાં આવશે.	[816, 1808, 1192, 1866]
notice-address: ૭૭૨-એ, અભિનંદન ટેક્ષ, ભટાર રોડ, સુરત. મો. ૯૮૨૫૯ ૭૭૩૩૨	[1217, 2061, 1342, 2078]
court-notice	[809, 1769, 1199, 2260]
table-total-row	[1212, 2004, 1582, 2018]
table-cell: ૩૩.૦૫	[1505, 1911, 1582, 1924]
advocate-role: તે ખરીદનારના એડવોકેટ	[1500, 247, 1577, 256]
vacancy-phone: 7600115373	[21, 255, 193, 284]
